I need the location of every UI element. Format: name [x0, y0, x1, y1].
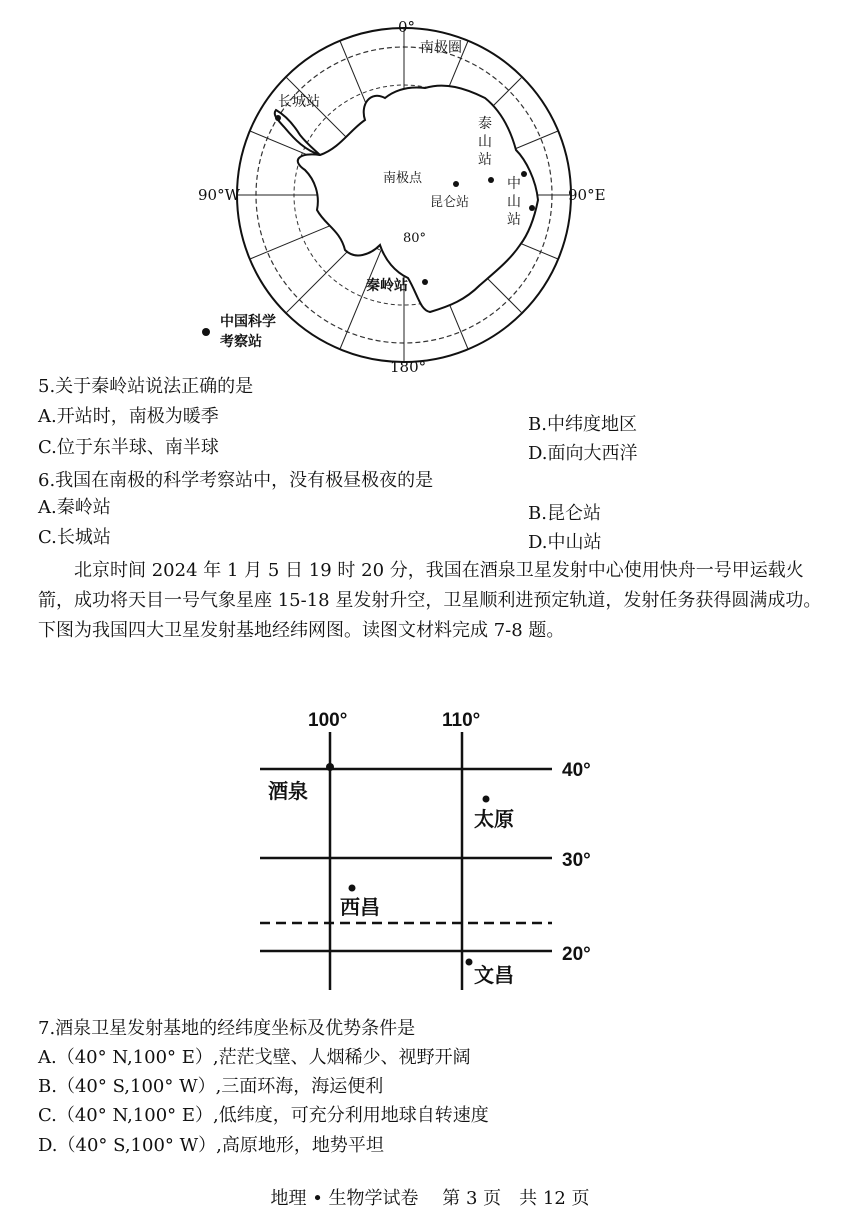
q7-option-c: C.（40° N,100° E）,低纬度，可充分利用地球自转速度	[38, 1105, 489, 1126]
zhongshan-station-dot	[521, 171, 527, 177]
antarctic-peninsula	[275, 110, 320, 155]
q6-option-b: B.昆仑站	[528, 503, 601, 524]
q6-option-d: D.中山站	[528, 532, 602, 553]
label-lat-40: 40°	[562, 760, 591, 781]
q6-option-a: A.秦岭站	[38, 497, 111, 518]
label-180-deg: 180°	[390, 358, 427, 376]
q5-option-b: B.中纬度地区	[528, 414, 637, 435]
label-90w: 90°W	[198, 186, 241, 204]
antarctica-outline	[298, 86, 538, 312]
legend-text: 中国科学考察站	[220, 314, 276, 350]
q5-option-c: C.位于东半球、南半球	[38, 437, 219, 458]
label-south-pole: 南极点	[383, 171, 423, 186]
page-footer: 地理 • 生物学试卷 第 3 页 共 12 页	[270, 1188, 590, 1209]
great-wall-station-dot	[275, 115, 281, 121]
zhongshan-station-dot-2	[529, 205, 535, 211]
passage-text: 北京时间 2024 年 1 月 5 日 19 时 20 分，我国在酒泉卫星发射中心使用快舟一号甲运载火箭，成功将天目一号气象星座 15-18 星发射升空，卫星顺利进预定轨道，发射任务获得圆满成功。下图为我国四大卫星发射基地经纬网图。读图文材料完成 7-8 题。	[38, 560, 822, 641]
xichang-dot	[349, 885, 356, 892]
q5-option-d: D.面向大西洋	[528, 443, 638, 464]
launch-base-grid-map	[250, 700, 620, 1000]
label-lon-100: 100°	[308, 710, 348, 731]
wenchang-dot	[466, 959, 473, 966]
label-antarctic-circle: 南极圈	[420, 40, 462, 56]
jiuquan-dot	[326, 763, 334, 771]
label-great-wall-station: 长城站	[278, 94, 320, 110]
label-qinling-station: 秦岭站	[366, 278, 408, 294]
q6-stem: 6.我国在南极的科学考察站中，没有极昼极夜的是	[38, 470, 434, 491]
label-lat-20: 20°	[562, 944, 591, 965]
label-lat-30: 30°	[562, 850, 591, 871]
label-taishan-station: 泰山站	[478, 116, 492, 168]
qinling-station-dot	[422, 279, 428, 285]
q7-stem: 7.酒泉卫星发射基地的经纬度坐标及优势条件是	[38, 1018, 416, 1039]
label-taiyuan: 太原	[474, 809, 514, 831]
label-0-deg: 0°	[398, 18, 416, 36]
label-zhongshan-station: 中山站	[507, 176, 521, 228]
q7-option-a: A.（40° N,100° E）,茫茫戈壁、人烟稀少、视野开阔	[38, 1047, 471, 1068]
label-90e: 90°E	[568, 186, 606, 204]
label-wenchang: 文昌	[474, 965, 514, 987]
antarctic-map	[180, 10, 620, 380]
label-kunlun-station: 昆仑站	[430, 195, 470, 210]
label-jiuquan: 酒泉	[268, 781, 308, 803]
q5-option-a: A.开站时，南极为暖季	[38, 406, 219, 427]
q7-option-d: D.（40° S,100° W）,高原地形，地势平坦	[38, 1135, 384, 1156]
label-xichang: 西昌	[340, 897, 380, 919]
label-lon-110: 110°	[442, 710, 481, 731]
taiyuan-dot	[483, 796, 490, 803]
kunlun-station-dot	[453, 181, 459, 187]
q5-stem: 5.关于秦岭站说法正确的是	[38, 376, 254, 397]
q6-option-c: C.长城站	[38, 527, 111, 548]
legend-dot	[202, 328, 210, 336]
taishan-station-dot	[488, 177, 494, 183]
q7-option-b: B.（40° S,100° W）,三面环海，海运便利	[38, 1076, 384, 1097]
label-80-deg: 80°	[403, 231, 427, 246]
